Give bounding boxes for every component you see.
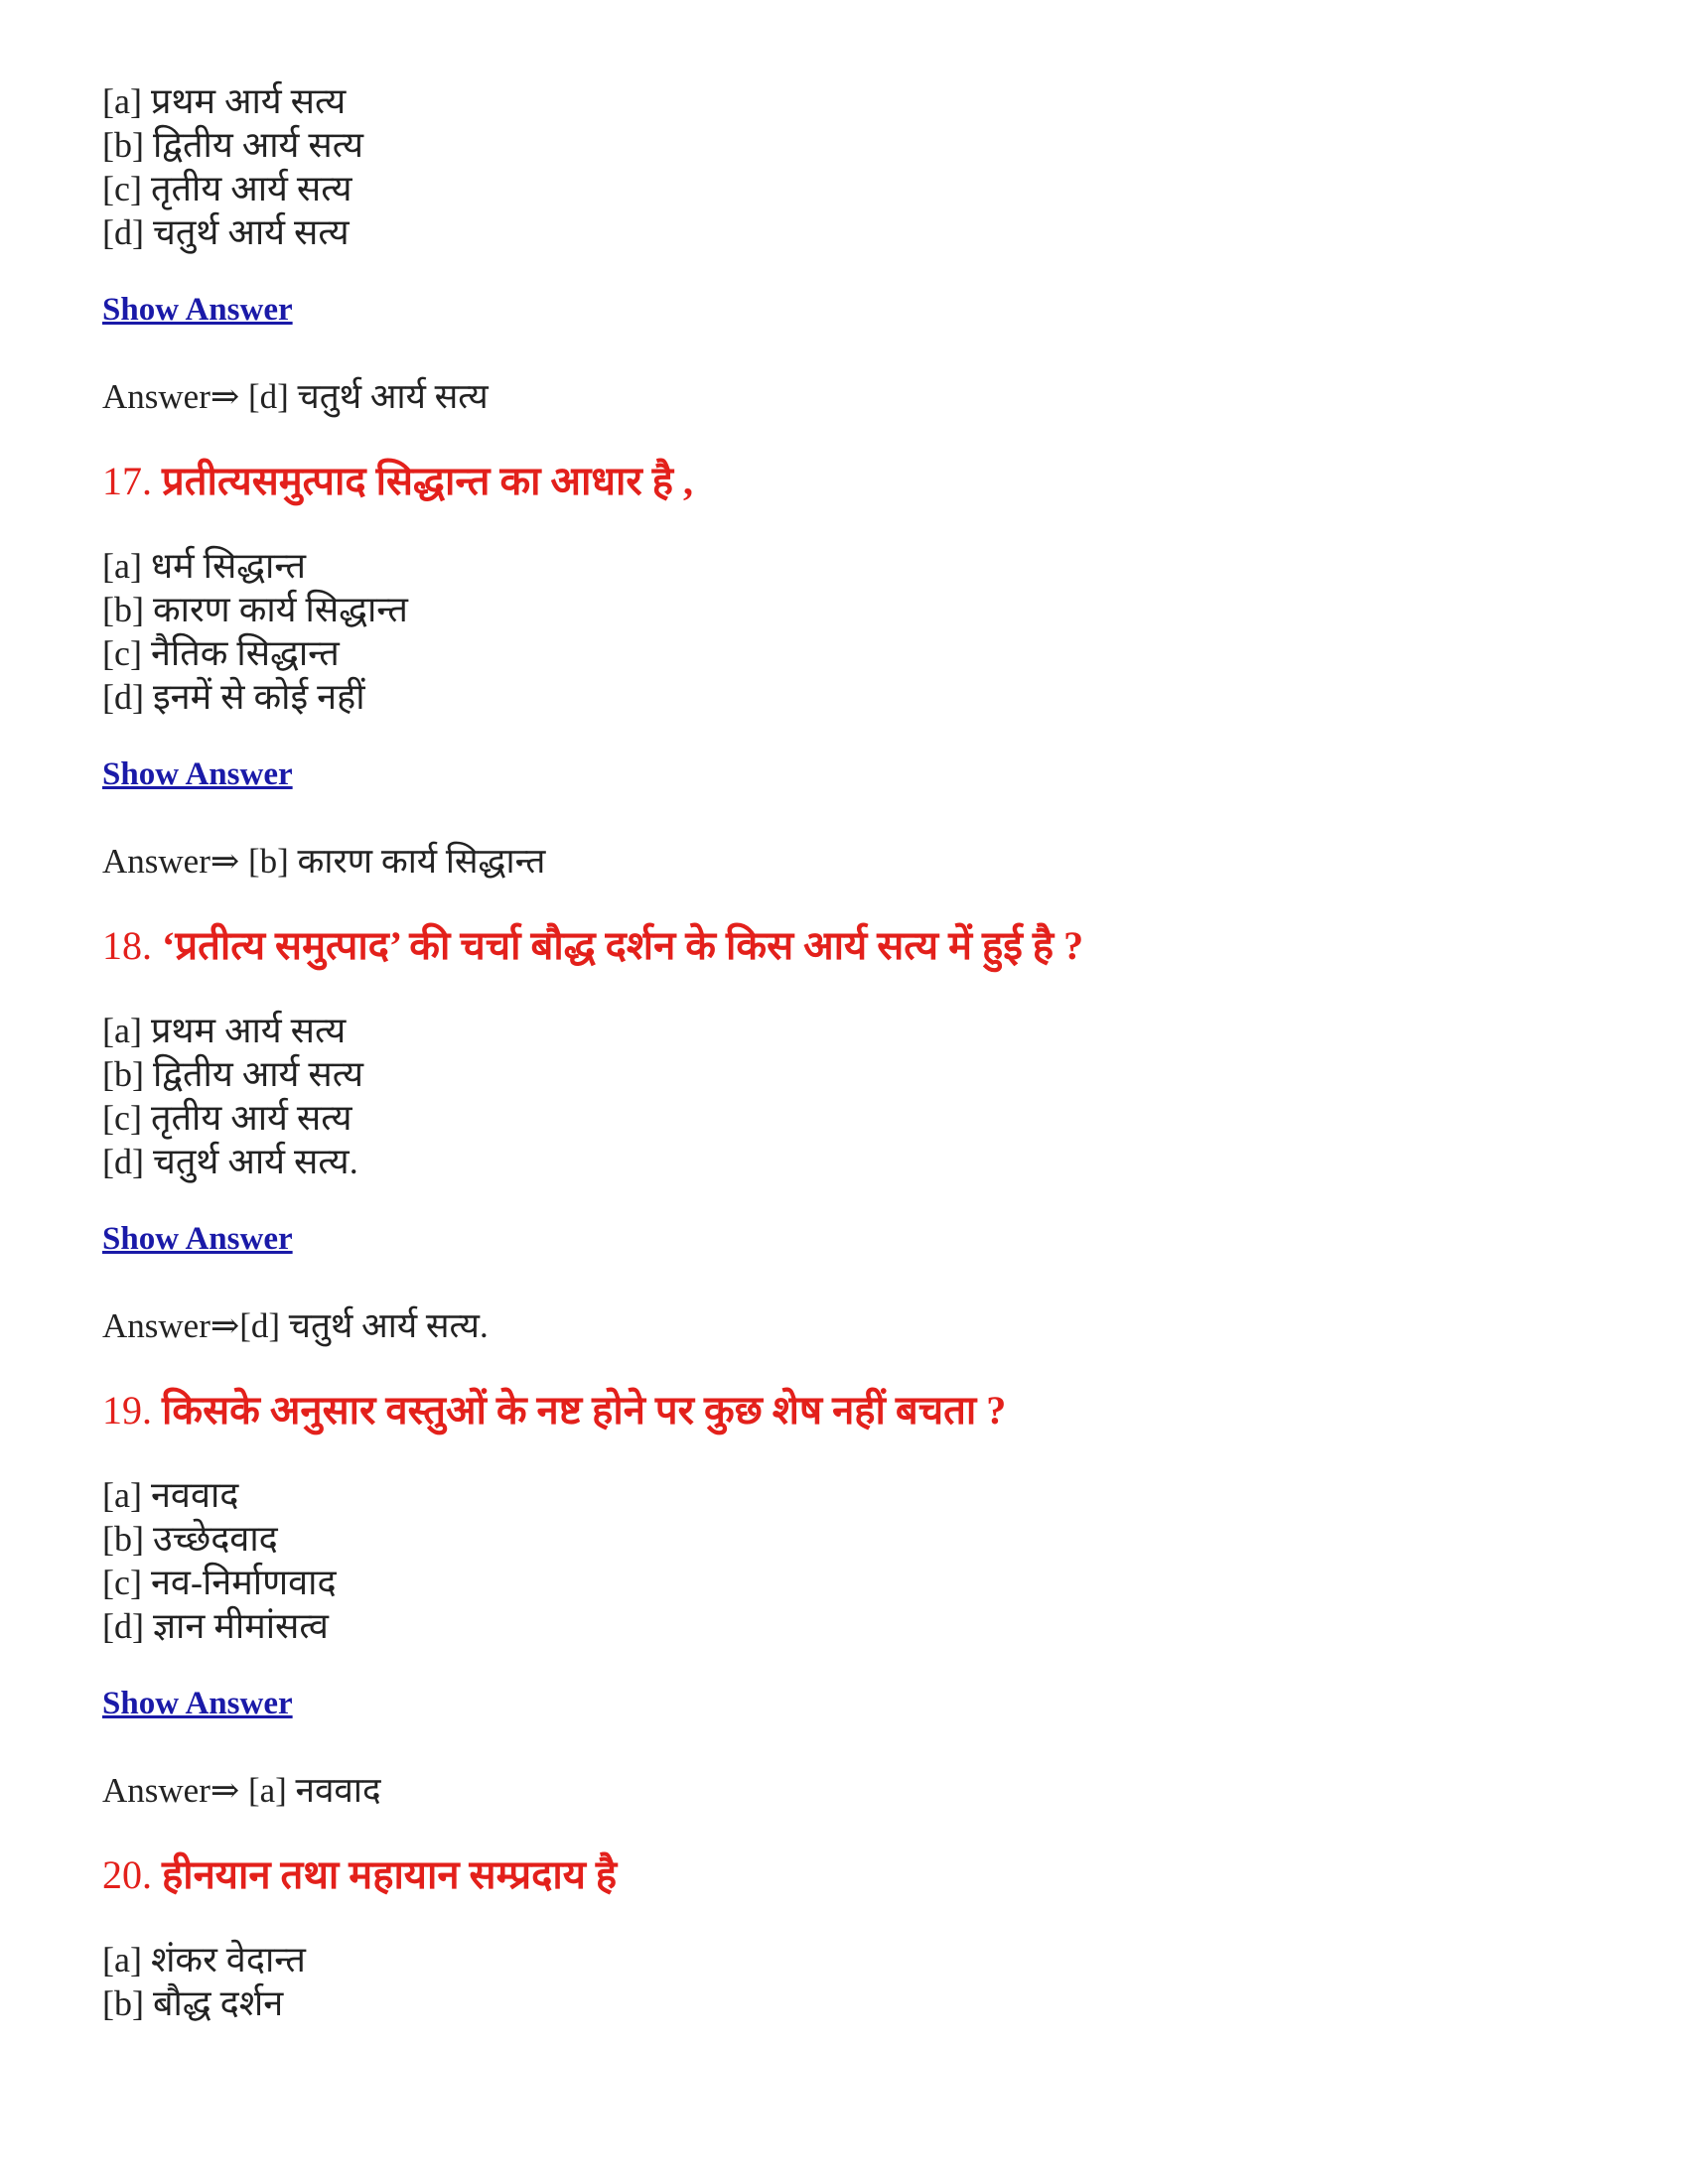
question-16-block	[102, 79, 1688, 419]
answer-value: [b] कारण कार्य सिद्धान्त	[239, 842, 546, 881]
answer-prefix: Answer⇒	[102, 1306, 240, 1345]
option-d: [d] ज्ञान मीमांसत्व	[102, 1606, 329, 1646]
question-17-block	[102, 457, 1688, 884]
show-answer-link[interactable]: Show Answer	[102, 292, 293, 328]
option-a: [a] प्रथम आर्य सत्य	[102, 1011, 347, 1050]
answer-text	[102, 1304, 1688, 1348]
options-list	[102, 1009, 1688, 1183]
option-a: [a] नववाद	[102, 1475, 239, 1515]
option-b: [b] द्वितीय आर्य सत्य	[102, 125, 364, 165]
question-number: 17.	[102, 459, 152, 503]
options-list	[102, 544, 1688, 719]
answer-prefix: Answer⇒	[102, 1771, 240, 1810]
option-d: [d] चतुर्थ आर्य सत्य	[102, 212, 350, 252]
option-a: [a] धर्म सिद्धान्त	[102, 546, 306, 586]
question-text: ‘प्रतीत्य समुत्पाद’ की चर्चा बौद्ध दर्शन के किस आर्य सत्य में हुई है ?	[162, 923, 1084, 968]
answer-text	[102, 1769, 1688, 1813]
question-title	[102, 457, 1688, 506]
option-b: [b] बौद्ध दर्शन	[102, 1983, 284, 2023]
option-a: [a] प्रथम आर्य सत्य	[102, 81, 347, 121]
question-text: प्रतीत्यसमुत्पाद सिद्धान्त का आधार है ,	[162, 459, 693, 503]
option-c: [c] नव-निर्माणवाद	[102, 1563, 337, 1602]
option-d: [d] इनमें से कोई नहीं	[102, 677, 365, 717]
question-title	[102, 1850, 1688, 1900]
options-list	[102, 1938, 1688, 2025]
show-answer-link[interactable]: Show Answer	[102, 1686, 293, 1721]
option-c: [c] नैतिक सिद्धान्त	[102, 633, 340, 673]
answer-text	[102, 375, 1688, 419]
show-answer-link[interactable]: Show Answer	[102, 756, 293, 792]
option-c: [c] तृतीय आर्य सत्य	[102, 1098, 352, 1138]
question-title	[102, 1386, 1688, 1435]
answer-value: [d] चतुर्थ आर्य सत्य.	[239, 1306, 489, 1345]
answer-text	[102, 840, 1688, 884]
answer-prefix: Answer⇒	[102, 842, 240, 881]
question-title	[102, 921, 1688, 971]
show-answer-link[interactable]: Show Answer	[102, 1221, 293, 1257]
option-a: [a] शंकर वेदान्त	[102, 1940, 306, 1979]
question-text: हीनयान तथा महायान सम्प्रदाय है	[162, 1852, 618, 1897]
option-d: [d] चतुर्थ आर्य सत्य.	[102, 1142, 358, 1181]
question-number: 18.	[102, 923, 152, 968]
question-20-block	[102, 1850, 1688, 2025]
option-b: [b] कारण कार्य सिद्धान्त	[102, 590, 408, 629]
options-list	[102, 79, 1688, 254]
option-b: [b] द्वितीय आर्य सत्य	[102, 1054, 364, 1094]
question-text: किसके अनुसार वस्तुओं के नष्ट होने पर कुछ शेष नहीं बचता ?	[162, 1388, 1007, 1433]
options-list	[102, 1473, 1688, 1648]
answer-prefix: Answer⇒	[102, 377, 240, 416]
question-19-block	[102, 1386, 1688, 1813]
question-number: 20.	[102, 1852, 152, 1897]
answer-value: [a] नववाद	[239, 1771, 381, 1810]
answer-value: [d] चतुर्थ आर्य सत्य	[239, 377, 489, 416]
question-number: 19.	[102, 1388, 152, 1433]
option-c: [c] तृतीय आर्य सत्य	[102, 169, 352, 208]
question-18-block	[102, 921, 1688, 1348]
option-b: [b] उच्छेदवाद	[102, 1519, 278, 1559]
